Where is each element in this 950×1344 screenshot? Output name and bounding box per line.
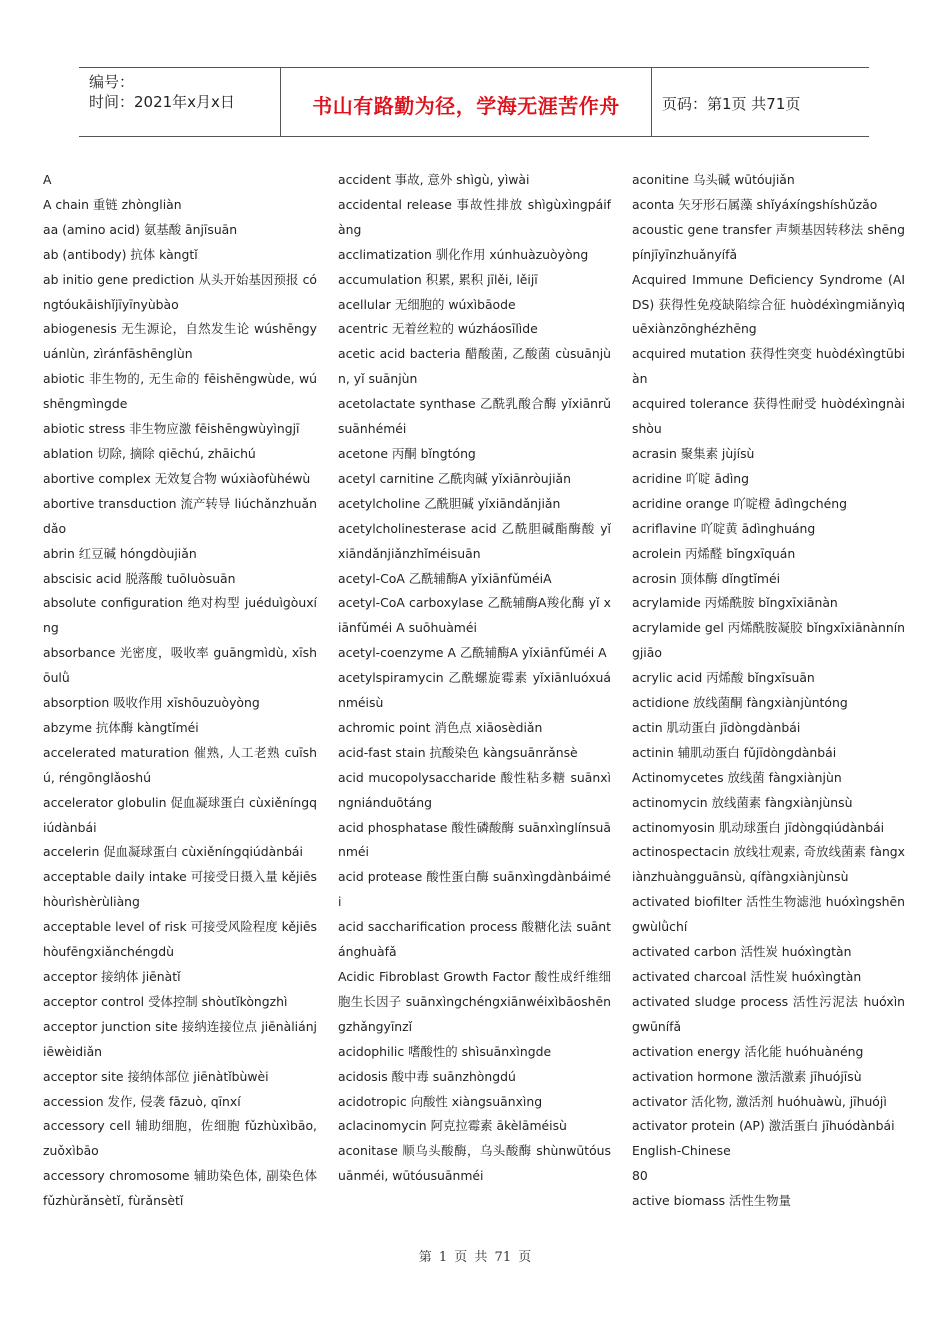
glossary-entry: ablation 切除, 摘除 qiēchú, zhāichú bbox=[43, 445, 256, 461]
glossary-entry: acellular 无细胞的 wúxìbāode bbox=[338, 296, 516, 312]
glossary-entry: acriflavine 吖啶黄 ādìnghuáng bbox=[632, 520, 816, 536]
glossary-entry: acetylspiramycin 乙酰螺旋霉素 yǐxiānluóxuánméisù bbox=[338, 670, 611, 711]
glossary-column-3 bbox=[632, 168, 905, 1214]
glossary-entry: acid-fast stain 抗酸染色 kàngsuānrǎnsè bbox=[338, 744, 578, 760]
glossary-entry: accession 发作, 侵袭 fāzuò, qīnxí bbox=[43, 1093, 241, 1109]
glossary-entry: acrolein 丙烯醛 bǐngxīquán bbox=[632, 545, 796, 561]
glossary-entry: activator protein (AP) 激活蛋白 jīhuódànbái bbox=[632, 1118, 895, 1134]
glossary-entry: activated biofilter 活性生物滤池 huóxìngshēngwùlǜchí bbox=[632, 894, 905, 935]
glossary-entry: aconitase 顺乌头酸酶，乌头酸酶 shùnwūtóusuānméi, wūtóusuānméi bbox=[338, 1143, 611, 1184]
glossary-entry: achromic point 消色点 xiāosèdiǎn bbox=[338, 719, 543, 735]
glossary-entry: absorption 吸收作用 xīshōuzuòyòng bbox=[43, 695, 260, 711]
glossary-entry: actinin 辅肌动蛋白 fǔjīdòngdànbái bbox=[632, 744, 837, 760]
glossary-entry: actidione 放线菌酮 fàngxiànjùntóng bbox=[632, 695, 848, 711]
glossary-entry: accelerator globulin 促血凝球蛋白 cùxiěníngqiúdànbái bbox=[43, 794, 317, 835]
glossary-entry: accelerated maturation 催熟, 人工老熟 cuīshú, réngōnglǎoshú bbox=[43, 744, 317, 785]
glossary-entry: acclimatization 驯化作用 xúnhuàzuòyòng bbox=[338, 246, 589, 262]
glossary-entry: actinospectacin 放线壮观素, 奇放线菌素 fàngxiànzhuàngguānsù, qífàngxiànjùnsù bbox=[632, 844, 905, 885]
glossary-entry: acetyl-CoA 乙酰辅酶A yǐxiānfǔméiA bbox=[338, 570, 552, 586]
glossary-entry: acetone 丙酮 bǐngtóng bbox=[338, 445, 476, 461]
glossary-entry: ab initio gene prediction 从头开始基因预报 cóngtóukāishǐjīyīnyùbào bbox=[43, 271, 317, 312]
glossary-entry: activated sludge process 活性污泥法 huóxìngwūnífǎ bbox=[632, 993, 905, 1034]
glossary-entry: aconta 矢牙形石属藻 shǐyáxíngshíshǔzǎo bbox=[632, 196, 878, 212]
glossary-entry: aclacinomycin 阿克拉霉素 ākèlāméisù bbox=[338, 1118, 567, 1134]
glossary-entry: actinomyosin 肌动球蛋白 jīdòngqiúdànbái bbox=[632, 819, 885, 835]
glossary-entry: acridine orange 吖啶橙 ādìngchéng bbox=[632, 495, 847, 511]
glossary-entry: abiogenesis 无生源论，自然发生论 wúshēngyuánlùn, zìránfāshēnglùn bbox=[43, 321, 317, 362]
glossary-entry: ab (antibody) 抗体 kàngtǐ bbox=[43, 246, 198, 262]
glossary-entry: acrylamide gel 丙烯酰胺凝胶 bǐngxīxiānànníngjiāo bbox=[632, 620, 905, 661]
glossary-entry: absorbance 光密度，吸收率 guāngmìdù, xīshōulǜ bbox=[43, 645, 317, 686]
document-number-label: 编号： bbox=[89, 73, 135, 91]
glossary-entry: acrosin 顶体酶 dǐngtǐméi bbox=[632, 570, 781, 586]
page-header bbox=[79, 67, 869, 137]
glossary-entry: A bbox=[43, 172, 52, 187]
glossary-entry: aconitine 乌头碱 wūtóujiǎn bbox=[632, 172, 795, 187]
glossary-entry: abortive transduction 流产转导 liúchǎnzhuǎndǎo bbox=[43, 495, 317, 536]
glossary-entry: abiotic stress 非生物应激 fēishēngwùyìngjī bbox=[43, 421, 300, 437]
glossary-entry: accident 事故, 意外 shìgù, yìwài bbox=[338, 172, 530, 187]
glossary-entry: acceptable daily intake 可接受日摄入量 kějiēshòurìshèrùliàng bbox=[43, 869, 317, 910]
header-page-number: 页码：第1页 共71页 bbox=[662, 95, 801, 113]
glossary-entry: acquired tolerance 获得性耐受 huòdéxìngnàishòu bbox=[632, 396, 905, 437]
glossary-entry: acrylamide 丙烯酰胺 bǐngxīxiānàn bbox=[632, 595, 838, 611]
glossary-entry: accidental release 事故性排放 shìgùxìngpáifàng bbox=[338, 196, 611, 237]
glossary-entry: acid mucopolysaccharide 酸性粘多糖 suānxìngniánduōtáng bbox=[338, 769, 611, 810]
glossary-column-2 bbox=[338, 168, 611, 1189]
glossary-entry: English-Chinese bbox=[632, 1143, 731, 1159]
glossary-entry: activation hormone 激活激素 jīhuójīsù bbox=[632, 1068, 862, 1084]
glossary-entry: acceptable level of risk 可接受风险程度 kějiēshòufēngxiǎnchéngdù bbox=[43, 919, 317, 960]
glossary-entry: acetic acid bacteria 醋酸菌, 乙酸菌 cùsuānjùn, yǐ suānjùn bbox=[338, 346, 611, 387]
glossary-entry: abscisic acid 脱落酸 tuōluòsuān bbox=[43, 570, 236, 586]
glossary-entry: acceptor control 受体控制 shòutǐkòngzhì bbox=[43, 993, 288, 1009]
glossary-entry: 80 bbox=[632, 1168, 648, 1184]
page-footer: 第 1 页 共 71 页 bbox=[418, 1250, 532, 1265]
glossary-entry: acceptor junction site 接纳连接位点 jiēnàliánjiēwèidiǎn bbox=[43, 1018, 317, 1059]
glossary-entry: abrin 红豆碱 hóngdòujiǎn bbox=[43, 545, 197, 561]
glossary-column-1 bbox=[43, 168, 317, 1214]
glossary-entry: activation energy 活化能 huóhuànéng bbox=[632, 1043, 864, 1059]
glossary-entry: acentric 无着丝粒的 wúzháosīlìde bbox=[338, 321, 538, 337]
glossary-entry: acid phosphatase 酸性磷酸酶 suānxìnglínsuānméi bbox=[338, 819, 611, 860]
glossary-entry: acetylcholine 乙酰胆碱 yǐxiāndǎnjiǎn bbox=[338, 495, 561, 511]
header-page-cell bbox=[652, 68, 869, 136]
glossary-entry: acetyl-CoA carboxylase 乙酰辅酶A羧化酶 yǐ xiānfǔméi A suōhuàméi bbox=[338, 595, 611, 636]
glossary-entry: accelerin 促血凝球蛋白 cùxiěníngqiúdànbái bbox=[43, 844, 303, 860]
glossary-entry: accessory chromosome 辅助染色体, 副染色体 fǔzhùrǎnsètǐ, fùrǎnsètǐ bbox=[43, 1168, 317, 1209]
glossary-entry: acetyl carnitine 乙酰肉碱 yǐxiānròujiǎn bbox=[338, 470, 571, 486]
glossary-entry: activated charcoal 活性炭 huóxìngtàn bbox=[632, 969, 862, 984]
glossary-entry: A chain 重链 zhòngliàn bbox=[43, 196, 182, 212]
header-motto: 书山有路勤为径，学海无涯苦作舟 bbox=[312, 94, 620, 118]
glossary-entry: abzyme 抗体酶 kàngtǐméi bbox=[43, 719, 199, 735]
glossary-entry: accumulation 积累, 累积 jīlěi, lěijī bbox=[338, 271, 538, 287]
document-date: 时间：2021年x月x日 bbox=[89, 93, 235, 111]
glossary-entry: acidophilic 嗜酸性的 shìsuānxìngde bbox=[338, 1043, 552, 1059]
glossary-entry: acrylic acid 丙烯酸 bǐngxīsuān bbox=[632, 670, 815, 686]
glossary-entry: Acidic Fibroblast Growth Factor 酸性成纤维细胞生长因子 suānxìngchéngxiānwéixìbāoshēngzhǎngyīnzǐ bbox=[338, 969, 611, 1034]
header-motto-cell bbox=[281, 68, 652, 136]
glossary-entry: aa (amino acid) 氨基酸 ānjīsuān bbox=[43, 221, 238, 237]
glossary-entry: acid protease 酸性蛋白酶 suānxìngdànbáiméi bbox=[338, 869, 611, 910]
glossary-entry: actin 肌动蛋白 jīdòngdànbái bbox=[632, 719, 801, 735]
glossary-entry: Acquired Immune Deficiency Syndrome (AIDS) 获得性免疫缺陷综合征 huòdéxìngmiǎnyìquēxiànzōnghézhēng bbox=[632, 271, 905, 337]
glossary-entry: acetolactate synthase 乙酰乳酸合酶 yǐxiānrǔsuānhéméi bbox=[338, 396, 611, 437]
glossary-entry: activator 活化物, 激活剂 huóhuàwù, jīhuójì bbox=[632, 1093, 887, 1109]
glossary-entry: acetyl-coenzyme A 乙酰辅酶A yǐxiānfǔméi A bbox=[338, 645, 607, 661]
glossary-entry: acceptor site 接纳体部位 jiēnàtǐbùwèi bbox=[43, 1068, 269, 1084]
glossary-entry: accessory cell 辅助细胞，佐细胞 fǔzhùxìbāo, zuǒxìbāo bbox=[43, 1118, 317, 1159]
glossary-entry: acidosis 酸中毒 suānzhòngdú bbox=[338, 1068, 516, 1084]
glossary-entry: active biomass 活性生物量 bbox=[632, 1193, 791, 1209]
glossary-entry: abortive complex 无效复合物 wúxiàofùhéwù bbox=[43, 470, 311, 486]
header-info-cell bbox=[79, 68, 281, 136]
glossary-entry: Actinomycetes 放线菌 fàngxiànjùn bbox=[632, 769, 842, 785]
glossary-entry: actinomycin 放线菌素 fàngxiànjùnsù bbox=[632, 794, 853, 810]
glossary-entry: acid saccharification process 酸糖化法 suāntánghuàfǎ bbox=[338, 919, 611, 960]
glossary-entry: acquired mutation 获得性突变 huòdéxìngtūbiàn bbox=[632, 346, 905, 387]
glossary-entry: acetylcholinesterase acid 乙酰胆碱酯酶酸 yǐ xiāndǎnjiǎnzhǐméisuān bbox=[338, 520, 611, 561]
glossary-entry: absolute configuration 绝对构型 juéduìgòuxíng bbox=[43, 595, 317, 636]
glossary-entry: acoustic gene transfer 声频基因转移法 shēngpínjīyīnzhuǎnyífǎ bbox=[632, 221, 905, 262]
glossary-entry: acidotropic 向酸性 xiàngsuānxìng bbox=[338, 1093, 543, 1109]
glossary-entry: abiotic 非生物的, 无生命的 fēishēngwùde, wúshēngmìngde bbox=[43, 371, 317, 412]
glossary-entry: activated carbon 活性炭 huóxìngtàn bbox=[632, 944, 852, 960]
glossary-entry: acrasin 聚集素 jùjísù bbox=[632, 445, 755, 461]
glossary-entry: acridine 吖啶 ādìng bbox=[632, 470, 750, 486]
glossary-entry: acceptor 接纳体 jiēnàtǐ bbox=[43, 969, 181, 984]
